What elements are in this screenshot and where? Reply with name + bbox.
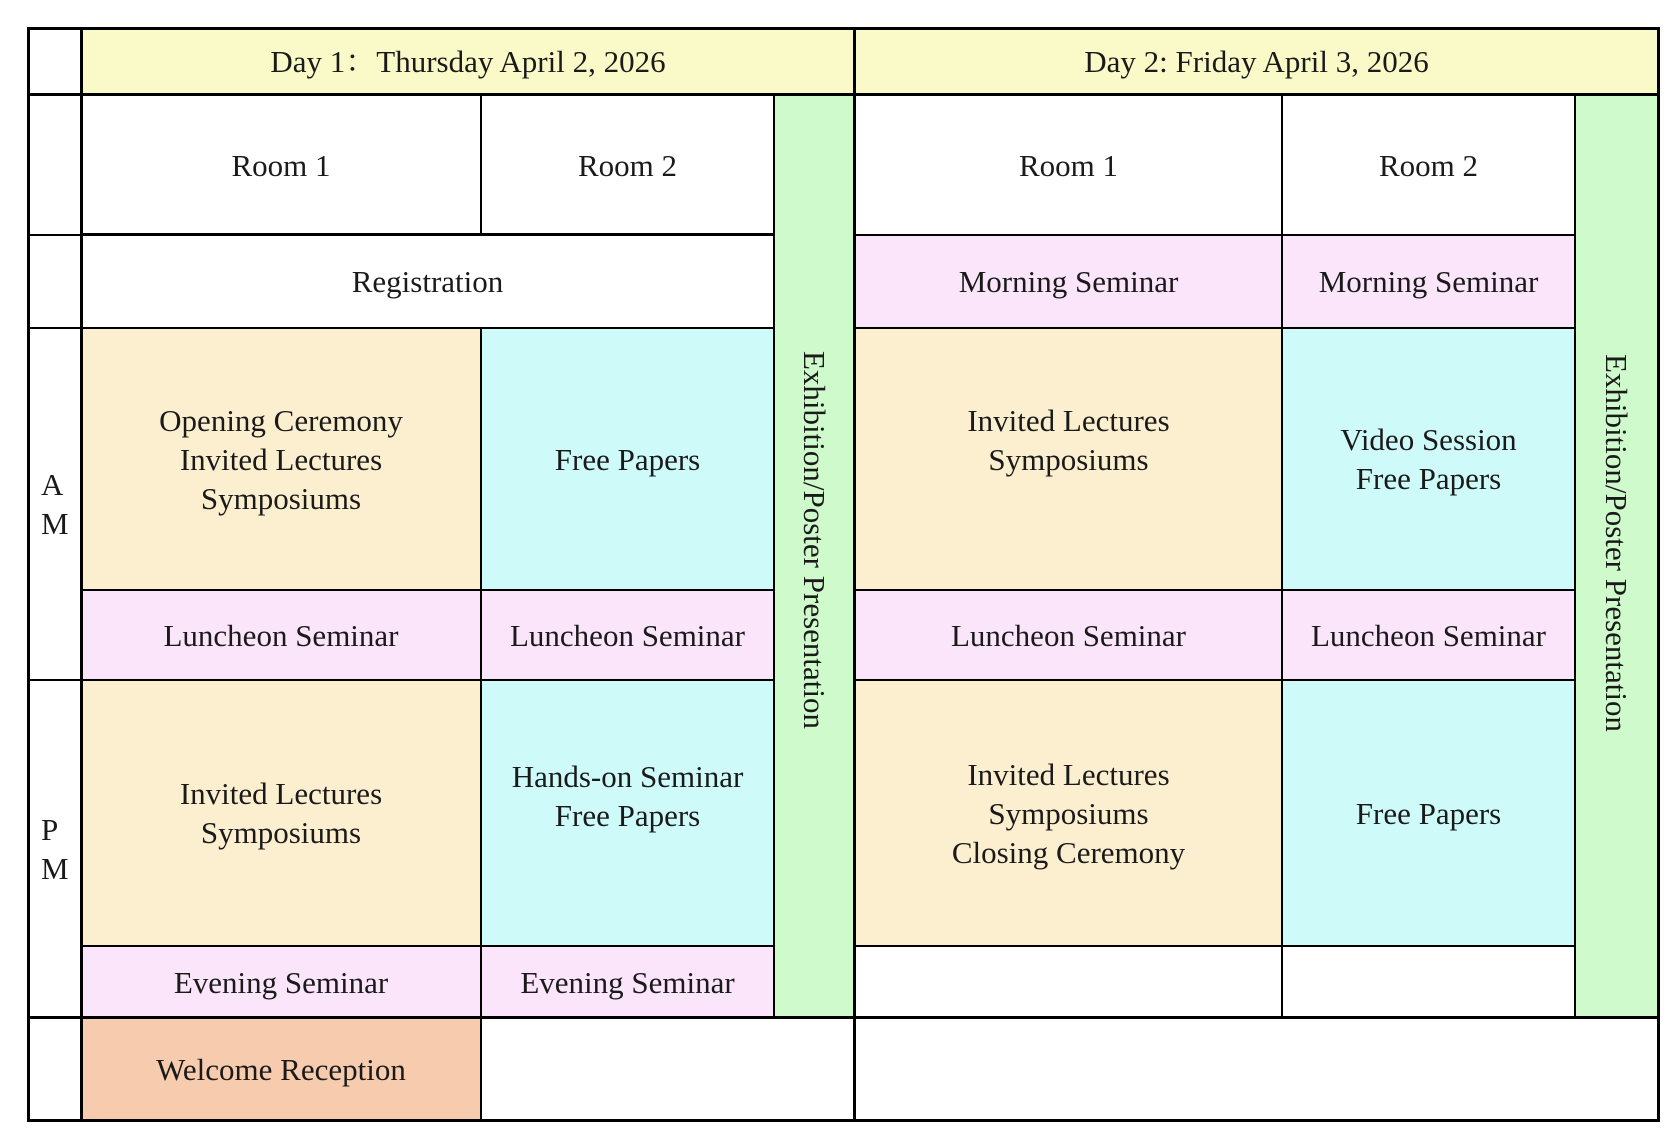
am-letter-a: A <box>41 467 64 502</box>
day2-room2-header <box>1282 95 1575 235</box>
day1-room2-header <box>481 95 774 235</box>
am-letter-m: M <box>41 506 69 541</box>
day1-empty-reception-room2 <box>481 1018 855 1121</box>
day2-pm-room1-session <box>855 680 1282 946</box>
corner-cell <box>28 28 81 95</box>
am-label <box>28 328 81 680</box>
day2-exhibition <box>1575 95 1658 1018</box>
outer-border-right <box>1657 27 1660 1122</box>
day1-luncheon-room1 <box>81 590 481 680</box>
morning-label: Morning Seminar <box>1318 264 1539 299</box>
session-line: Closing Ceremony <box>951 834 1186 870</box>
session-line: Opening Ceremony <box>159 402 403 438</box>
session-line: Invited Lectures <box>179 776 383 811</box>
pm-label <box>28 680 81 1018</box>
day2-empty-evening-room2 <box>1282 946 1575 1018</box>
session-line: Free Papers <box>1355 795 1502 831</box>
session-line: Hands-on Seminar <box>511 759 744 794</box>
day2-morning-room1 <box>855 235 1282 328</box>
day2-luncheon-room1 <box>855 590 1282 680</box>
day-divider <box>853 27 856 1122</box>
luncheon-label: Luncheon Seminar <box>509 617 745 653</box>
day1-header-label: Day 1：Thursday April 2, 2026 <box>270 44 666 79</box>
reception-label: Welcome Reception <box>156 1052 406 1087</box>
session-line: Symposiums <box>200 480 362 516</box>
session-line: Symposiums <box>988 795 1149 831</box>
session-line: Free Papers <box>1355 461 1502 496</box>
outer-border-bottom <box>27 1119 1660 1122</box>
luncheon-label: Luncheon Seminar <box>950 617 1186 653</box>
day1-exhibition <box>774 95 855 1018</box>
day2-header <box>855 28 1658 95</box>
day2-luncheon-room2 <box>1282 590 1575 680</box>
session-line: Invited Lectures <box>967 756 1170 792</box>
registration-label: Registration <box>351 264 504 299</box>
day2-room1-header <box>855 95 1282 235</box>
morning-label: Morning Seminar <box>958 264 1179 299</box>
day1-room1-label: Room 1 <box>231 147 331 183</box>
day2-room2-label: Room 2 <box>1378 147 1479 183</box>
exhibition-label: Exhibition/Poster Presentation <box>1599 354 1634 732</box>
day1-evening-room2 <box>481 946 774 1018</box>
session-line: Video Session <box>1340 422 1517 457</box>
evening-label: Evening Seminar <box>520 964 735 1000</box>
day1-pm-room2-session <box>481 680 774 946</box>
outer-border-left <box>27 27 30 1122</box>
header-rule <box>27 93 1660 96</box>
session-line: Free Papers <box>554 441 701 477</box>
day2-morning-room2 <box>1282 235 1575 328</box>
day1-registration <box>81 235 774 328</box>
session-line: Symposiums <box>200 815 362 850</box>
time-column-rule <box>80 27 83 1122</box>
day2-am-room1-session <box>855 328 1282 590</box>
session-line: Invited Lectures <box>179 441 383 477</box>
luncheon-label: Luncheon Seminar <box>163 617 399 653</box>
evening-rule <box>27 1016 1660 1019</box>
outer-border-top <box>27 27 1660 30</box>
pm-letter-p: P <box>41 812 59 847</box>
time-cell-reception <box>28 1018 81 1121</box>
day1-room1-header <box>81 95 481 235</box>
room-header-rule <box>80 233 775 236</box>
session-line: Free Papers <box>554 798 701 833</box>
time-cell-registration <box>28 235 81 328</box>
day2-room1-label: Room 1 <box>1018 147 1119 183</box>
day1-room2-label: Room 2 <box>577 147 678 183</box>
day2-am-room2-session <box>1282 328 1575 590</box>
day1-am-room1-session <box>81 328 481 590</box>
luncheon-label: Luncheon Seminar <box>1310 617 1546 653</box>
session-line: Symposiums <box>988 442 1149 477</box>
day1-evening-room1 <box>81 946 481 1018</box>
day1-am-room2-session <box>481 328 774 590</box>
day2-header-label: Day 2: Friday April 3, 2026 <box>1084 44 1429 79</box>
day1-pm-room1-session <box>81 680 481 946</box>
day1-welcome-reception <box>81 1018 481 1121</box>
day1-header <box>81 28 855 95</box>
day2-empty-evening-room1 <box>855 946 1282 1018</box>
day1-luncheon-room2 <box>481 590 774 680</box>
time-cell-rooms <box>28 95 81 235</box>
exhibition-label: Exhibition/Poster Presentation <box>797 351 832 729</box>
day2-pm-room2-session <box>1282 680 1575 946</box>
session-line: Invited Lectures <box>967 403 1170 438</box>
evening-label: Evening Seminar <box>173 964 389 1000</box>
pm-letter-m: M <box>41 851 69 886</box>
day2-empty-reception <box>855 1018 1658 1121</box>
